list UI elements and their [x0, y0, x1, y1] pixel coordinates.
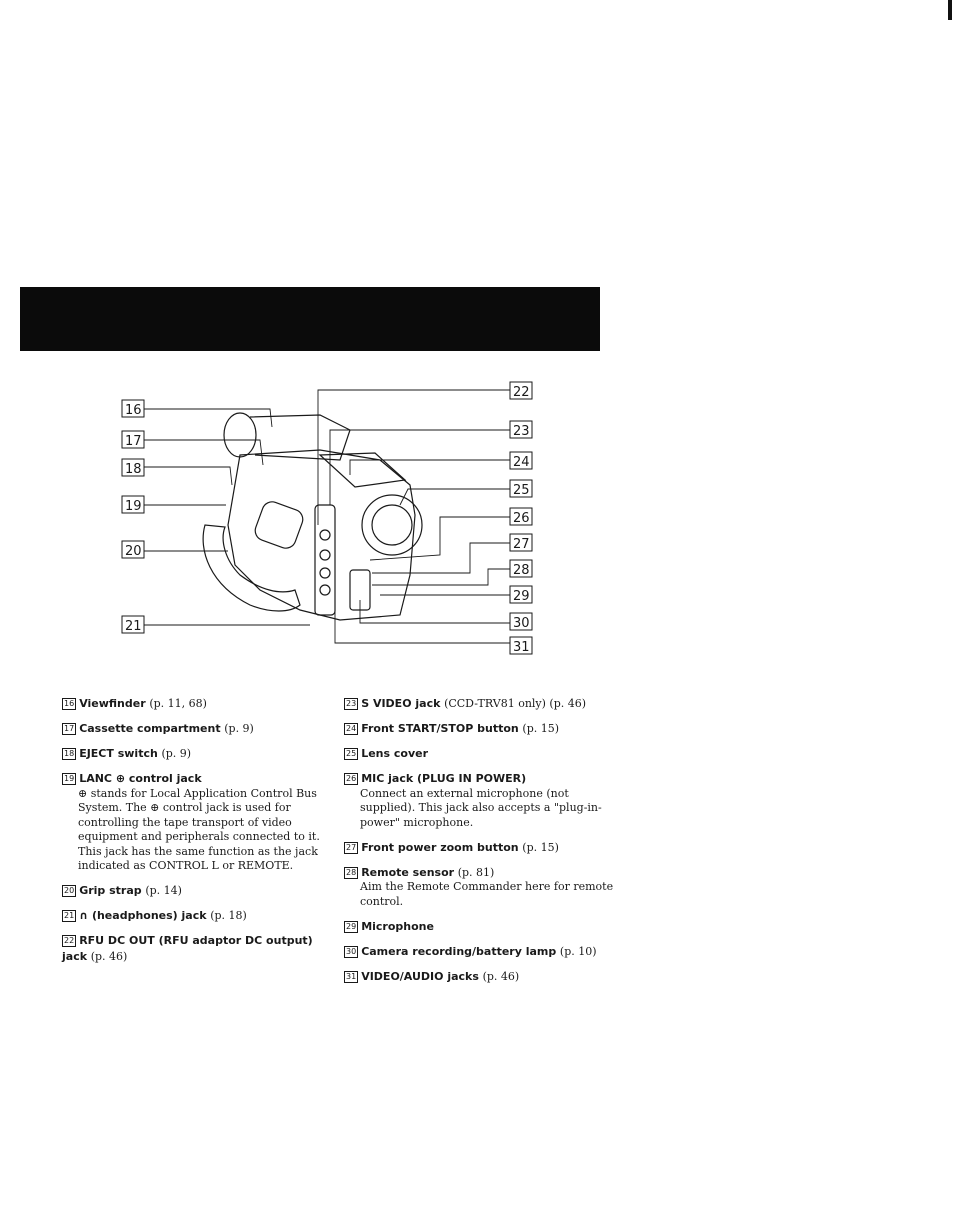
- page-reference: (p. 46): [90, 949, 128, 963]
- part-term: Remote sensor: [361, 865, 455, 879]
- cassette-window-shape: [252, 499, 305, 551]
- part-entry-head: [344, 771, 614, 787]
- part-entry-28: [344, 865, 614, 910]
- part-entry-head: [344, 944, 614, 960]
- part-term: Viewfinder: [79, 697, 146, 710]
- callout-28: [510, 560, 532, 578]
- part-term: Grip strap: [79, 884, 142, 897]
- part-number-box: 25: [346, 749, 357, 758]
- part-entry-head: [344, 969, 614, 985]
- audio-jack-shape: [320, 568, 330, 578]
- svg-text:19: 19: [125, 499, 142, 514]
- part-entry-17: [62, 721, 324, 737]
- svg-text:24: 24: [513, 455, 530, 470]
- part-entry-22: [62, 933, 324, 964]
- part-description: ⊕ stands for Local Application Control Bus System. The ⊕ control jack is used for controlling the tape transport of video equipment and peripherals connected to it. This jack has the same function as the jack indicated as CONTROL L or REMOTE.: [78, 786, 320, 872]
- part-entry-head: [62, 721, 324, 737]
- callout-27: [510, 534, 532, 552]
- svg-text:25: 25: [513, 483, 530, 498]
- part-entry-head: [62, 933, 324, 964]
- part-number-box: 18: [64, 749, 75, 758]
- part-entry-16: [62, 696, 324, 712]
- s-video-jack-shape: [320, 530, 330, 540]
- callout-21: [122, 616, 144, 634]
- svg-text:31: 31: [513, 640, 530, 655]
- part-entry-head: [62, 746, 324, 762]
- page-edge-mark: [948, 0, 952, 20]
- part-entry-head: [344, 840, 614, 856]
- part-entry-23: [344, 696, 614, 712]
- part-number-box: 24: [346, 724, 357, 733]
- part-term: MIC jack (PLUG IN POWER): [361, 772, 527, 785]
- part-number-box: 26: [346, 774, 357, 783]
- part-term: RFU DC OUT (RFU adaptor DC output) jack: [62, 934, 313, 963]
- callout-18: [122, 459, 144, 477]
- page-reference: (p. 15): [522, 722, 560, 735]
- callout-19: [122, 496, 144, 514]
- part-number-box: 31: [346, 971, 357, 981]
- svg-text:29: 29: [513, 589, 530, 604]
- part-term: Front START/STOP button: [361, 722, 519, 735]
- callout-20: [122, 541, 144, 559]
- part-entry-head: [62, 696, 324, 712]
- part-description: Connect an external microphone (not supplied). This jack also accepts a "plug-in-power" microphone.: [360, 786, 602, 829]
- callout-22: [510, 382, 532, 400]
- part-number-box: 17: [64, 724, 75, 733]
- part-term: ∩ (headphones) jack: [79, 909, 207, 922]
- part-entry-21: [62, 908, 324, 924]
- svg-text:18: 18: [125, 462, 142, 477]
- grip-strap-shape: [203, 525, 300, 611]
- lens-outer-shape: [362, 495, 422, 555]
- part-number-box: 20: [64, 886, 75, 895]
- svg-text:20: 20: [125, 544, 142, 559]
- page-reference: (p. 81): [457, 865, 495, 879]
- part-term: Front power zoom button: [361, 840, 519, 854]
- page-reference: (CCD-TRV81 only) (p. 46): [444, 697, 587, 710]
- part-entry-31: [344, 969, 614, 985]
- callout-30: [510, 613, 532, 631]
- callout-24: [510, 452, 532, 470]
- part-entry-head: [62, 771, 324, 787]
- svg-text:16: 16: [125, 403, 142, 418]
- part-term: LANC ⊕ control jack: [79, 772, 202, 785]
- svg-text:28: 28: [513, 563, 530, 578]
- part-description: Aim the Remote Commander here for remote control.: [360, 880, 614, 908]
- video-jack-shape: [320, 550, 330, 560]
- page-reference: (p. 9): [224, 722, 254, 735]
- page-reference: (p. 11, 68): [149, 697, 207, 710]
- eyecup-shape: [224, 413, 256, 457]
- part-term: S VIDEO jack: [361, 697, 441, 710]
- part-term: Lens cover: [361, 747, 428, 760]
- callout-17: [122, 431, 144, 449]
- part-entry-head: [344, 721, 614, 737]
- section-header-bar: [20, 287, 600, 351]
- svg-text:22: 22: [513, 385, 530, 400]
- part-entry-18: [62, 746, 324, 762]
- part-number-box: 29: [346, 921, 357, 931]
- svg-text:23: 23: [513, 424, 530, 439]
- part-term: Cassette compartment: [79, 722, 221, 735]
- part-entry-26: [344, 771, 614, 830]
- page-reference: (p. 10): [559, 944, 597, 958]
- page-reference: (p. 9): [161, 747, 192, 760]
- part-number-box: 27: [346, 842, 357, 852]
- part-entry-head: [62, 883, 324, 899]
- lens-inner-shape: [372, 505, 412, 545]
- page-reference: (p. 18): [210, 909, 247, 922]
- part-entry-head: [344, 919, 614, 935]
- callout-31: [510, 637, 532, 655]
- callout-23: [510, 421, 532, 439]
- page-reference: (p. 46): [482, 969, 520, 983]
- page-reference: (p. 15): [522, 840, 559, 854]
- part-term: VIDEO/AUDIO jacks: [361, 969, 479, 983]
- part-entry-head: [344, 696, 614, 712]
- part-number-box: 23: [346, 699, 357, 708]
- part-entry-19: [62, 771, 324, 874]
- callout-16: [122, 400, 144, 418]
- part-entry-24: [344, 721, 614, 737]
- part-number-box: 19: [64, 774, 75, 783]
- part-entry-29: [344, 919, 614, 935]
- svg-text:26: 26: [513, 511, 530, 526]
- part-number-box: 21: [64, 911, 75, 920]
- part-entry-27: [344, 840, 614, 856]
- parts-list-left: [62, 696, 324, 974]
- part-number-box: 30: [346, 946, 357, 956]
- svg-text:17: 17: [125, 434, 142, 449]
- part-number-box: 22: [64, 936, 75, 945]
- svg-text:27: 27: [513, 537, 530, 552]
- svg-text:21: 21: [125, 619, 142, 634]
- part-entry-30: [344, 944, 614, 960]
- part-number-box: 28: [346, 867, 357, 877]
- part-entry-head: [62, 908, 324, 924]
- page-reference: (p. 14): [145, 884, 182, 897]
- callout-29: [510, 586, 532, 604]
- svg-text:30: 30: [513, 616, 530, 631]
- part-entry-25: [344, 746, 614, 762]
- part-term: Microphone: [361, 919, 434, 933]
- part-entry-head: [344, 865, 614, 881]
- part-entry-20: [62, 883, 324, 899]
- camcorder-diagram: [110, 375, 550, 665]
- callout-25: [510, 480, 532, 498]
- callout-26: [510, 508, 532, 526]
- part-term: EJECT switch: [79, 747, 158, 760]
- audio-jack-2-shape: [320, 585, 330, 595]
- part-entry-head: [344, 746, 614, 762]
- parts-list-right: [344, 696, 614, 994]
- part-number-box: 16: [64, 699, 75, 708]
- part-term: Camera recording/battery lamp: [361, 944, 557, 958]
